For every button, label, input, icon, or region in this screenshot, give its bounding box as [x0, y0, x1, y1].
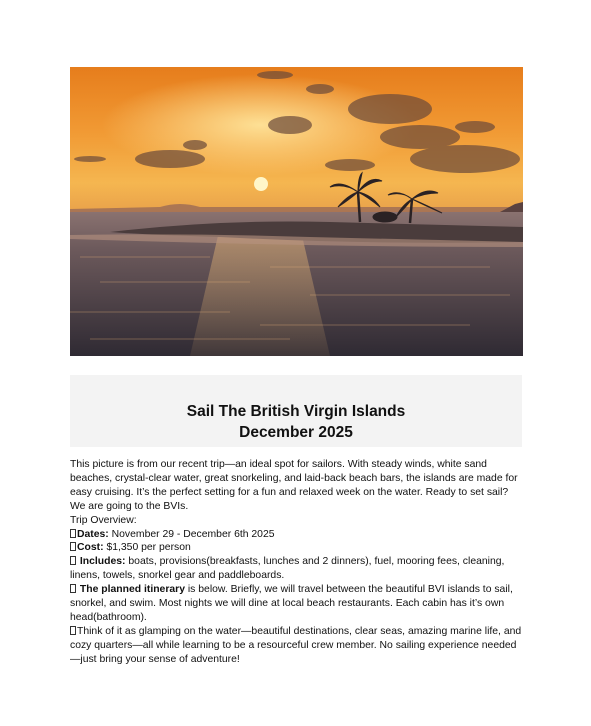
dates-line — [70, 528, 525, 542]
itinerary-label: The planned itinerary — [79, 584, 185, 596]
overview-heading: Trip Overview: — [70, 514, 137, 526]
calendar-icon — [70, 529, 76, 538]
itinerary-value: is below. Briefly, we will travel between the beautiful BVI islands to sail, snorkel, and swim. Most nights we will dine at local beach restaurants. Each cabin has it’s own head(bathroom). — [70, 584, 513, 623]
includes-line — [70, 555, 525, 583]
itinerary-line — [70, 583, 525, 625]
intro-paragraph: This picture is from our recent trip—an ideal spot for sailors. With steady winds, white sand beaches, crystal-clear water, great snorkeling, and laid-back beach bars, the islands are made for easy cruising. It’s the perfect setting for a fun and relaxed week on the water. Ready to set sail? — [70, 459, 518, 498]
glamping-line — [70, 625, 525, 667]
sunset-photo — [70, 67, 523, 356]
dates-value: November 29 - December 6th 2025 — [108, 528, 275, 540]
cost-line — [70, 541, 525, 555]
dates-label: Dates: — [77, 528, 109, 540]
money-icon — [70, 542, 76, 551]
includes-label: Includes: — [79, 556, 126, 568]
glamping-text: Think of it as glamping on the water—beautiful destinations, clear seas, amazing marine life, and cozy quarters—all while learning to be a resourceful crew member. No sailing experience needed—just bring your sense of adventure! — [70, 625, 522, 665]
cost-label: Cost: — [77, 542, 104, 554]
page-title: Sail The British Virgin Islands — [186, 403, 406, 420]
page-subtitle-date: December 2025 — [239, 424, 353, 441]
map-icon — [70, 584, 76, 593]
trip-description — [70, 458, 525, 667]
title-banner — [70, 375, 522, 447]
includes-value: boats, provisions(breakfasts, lunches and 2 dinners), fuel, mooring fees, cleaning, linens, towels, snorkel gear and paddleboards. — [70, 556, 505, 582]
checklist-icon — [70, 556, 76, 565]
destination-line: We are going to the BVIs. — [70, 500, 189, 512]
cost-value: $1,350 per person — [103, 542, 191, 554]
sailboat-icon — [70, 626, 76, 635]
sunset-island-image — [70, 67, 523, 356]
